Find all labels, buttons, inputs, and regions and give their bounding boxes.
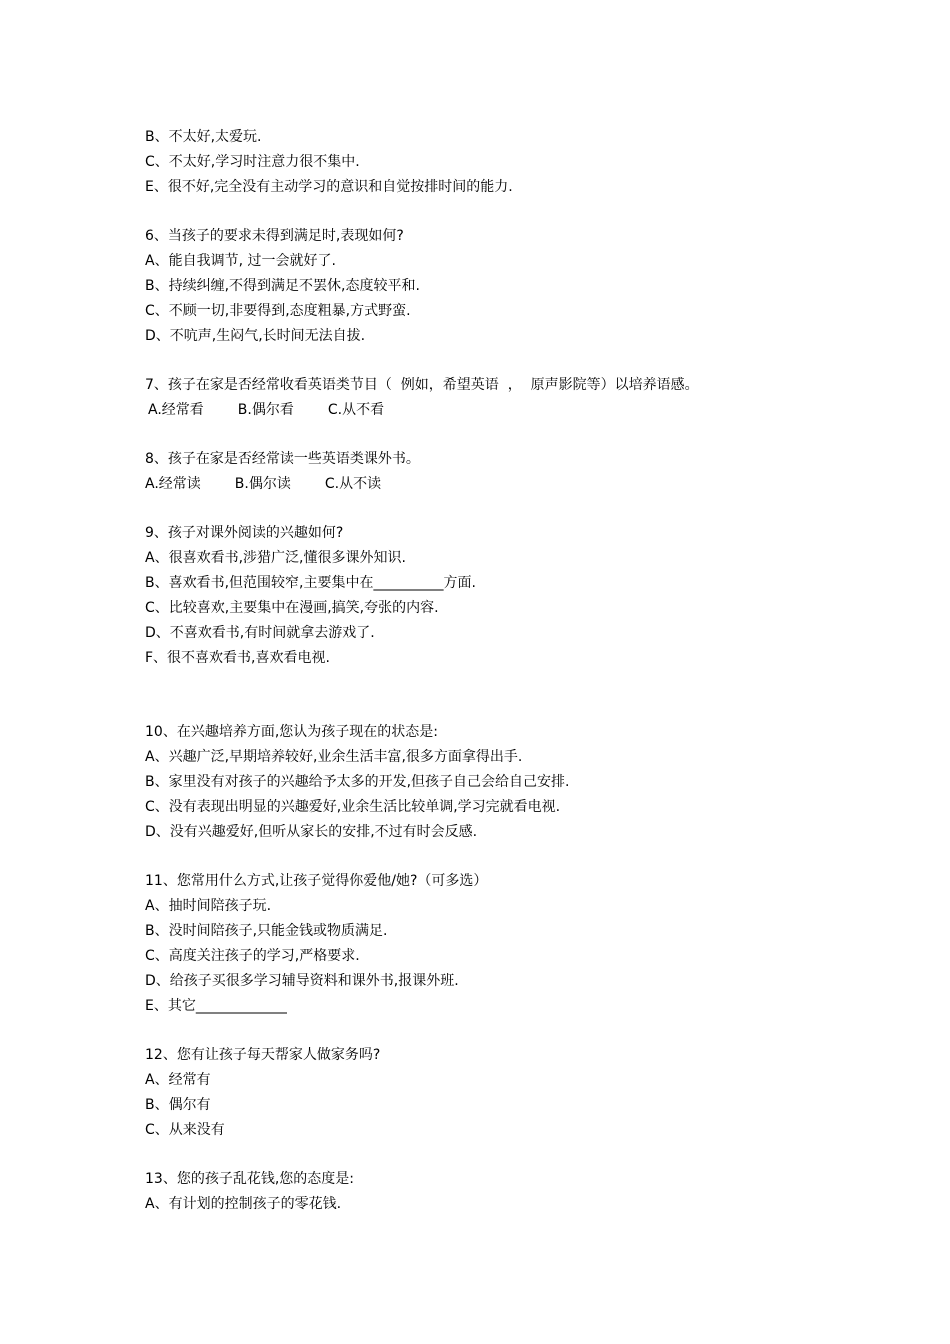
q5-option-c: C、不太好,学习时注意力很不集中. xyxy=(145,154,360,170)
q12-option-c: C、从来没有 xyxy=(145,1122,225,1138)
q11-option-b: B、没时间陪孩子,只能金钱或物质满足. xyxy=(145,923,388,939)
questionnaire-body xyxy=(145,125,845,1217)
question-7 xyxy=(145,373,845,423)
q7-option-c: C.从不看 xyxy=(327,402,385,418)
q9-option-a: A、很喜欢看书,涉猎广泛,懂很多课外知识. xyxy=(145,550,406,566)
q6-option-c: C、不顾一切,非要得到,态度粗暴,方式野蛮. xyxy=(145,303,411,319)
q12-option-a: A、经常有 xyxy=(145,1072,211,1088)
q8-title: 8、孩子在家是否经常读一些英语类课外书。 xyxy=(145,451,420,467)
question-10 xyxy=(145,720,845,845)
q8-option-b: B.偶尔读 xyxy=(234,476,291,492)
question-12 xyxy=(145,1043,845,1143)
q11-option-e: E、其它_____________ xyxy=(145,998,287,1014)
q13-title: 13、您的孩子乱花钱,您的态度是: xyxy=(145,1171,354,1187)
q9-option-d: D、不喜欢看书,有时间就拿去游戏了. xyxy=(145,625,375,641)
q11-option-d: D、给孩子买很多学习辅导资料和课外书,报课外班. xyxy=(145,973,459,989)
q6-option-d: D、不吭声,生闷气,长时间无法自拔. xyxy=(145,328,366,344)
q12-title: 12、您有让孩子每天帮家人做家务吗? xyxy=(145,1047,381,1063)
q6-option-a: A、能自我调节, 过一会就好了. xyxy=(145,253,336,269)
q11-option-a: A、抽时间陪孩子玩. xyxy=(145,898,272,914)
q6-title: 6、当孩子的要求未得到满足时,表现如何? xyxy=(145,228,404,244)
q11-title: 11、您常用什么方式,让孩子觉得你爱他/她?（可多选） xyxy=(145,873,488,889)
q8-option-c: C.从不读 xyxy=(324,476,382,492)
q10-option-d: D、没有兴趣爱好,但听从家长的安排,不过有时会反感. xyxy=(145,824,478,840)
q7-option-b: B.偶尔看 xyxy=(237,402,294,418)
q7-title: 7、孩子在家是否经常收看英语类节目（ 例如，希望英语 ， 原声影院等）以培养语感。 xyxy=(145,377,699,393)
q11-option-c: C、高度关注孩子的学习,严格要求. xyxy=(145,948,360,964)
q9-title: 9、孩子对课外阅读的兴趣如何? xyxy=(145,525,344,541)
q7-option-a: A.经常看 xyxy=(148,402,204,418)
question-5-tail xyxy=(145,125,845,200)
q5-option-b: B、不太好,太爱玩. xyxy=(145,129,262,145)
q8-option-a: A.经常读 xyxy=(145,476,201,492)
q9-option-b: B、喜欢看书,但范围较窄,主要集中在__________方面. xyxy=(145,575,476,591)
q7-options xyxy=(145,398,845,423)
q6-option-b: B、持续纠缠,不得到满足不罢休,态度较平和. xyxy=(145,278,420,294)
q10-title: 10、在兴趣培养方面,您认为孩子现在的状态是: xyxy=(145,724,438,740)
q10-option-b: B、家里没有对孩子的兴趣给予太多的开发,但孩子自己会给自己安排. xyxy=(145,774,570,790)
q10-option-c: C、没有表现出明显的兴趣爱好,业余生活比较单调,学习完就看电视. xyxy=(145,799,561,815)
q13-option-a: A、有计划的控制孩子的零花钱. xyxy=(145,1196,342,1212)
question-8 xyxy=(145,447,845,497)
q10-option-a: A、兴趣广泛,早期培养较好,业余生活丰富,很多方面拿得出手. xyxy=(145,749,523,765)
q8-options xyxy=(145,472,845,497)
q9-option-f: F、很不喜欢看书,喜欢看电视. xyxy=(145,650,330,666)
q9-option-c: C、比较喜欢,主要集中在漫画,搞笑,夸张的内容. xyxy=(145,600,439,616)
question-13 xyxy=(145,1167,845,1217)
question-6 xyxy=(145,224,845,349)
question-9 xyxy=(145,521,845,671)
question-11 xyxy=(145,869,845,1019)
q12-option-b: B、偶尔有 xyxy=(145,1097,211,1113)
q5-option-e: E、很不好,完全没有主动学习的意识和自觉按排时间的能力. xyxy=(145,179,513,195)
